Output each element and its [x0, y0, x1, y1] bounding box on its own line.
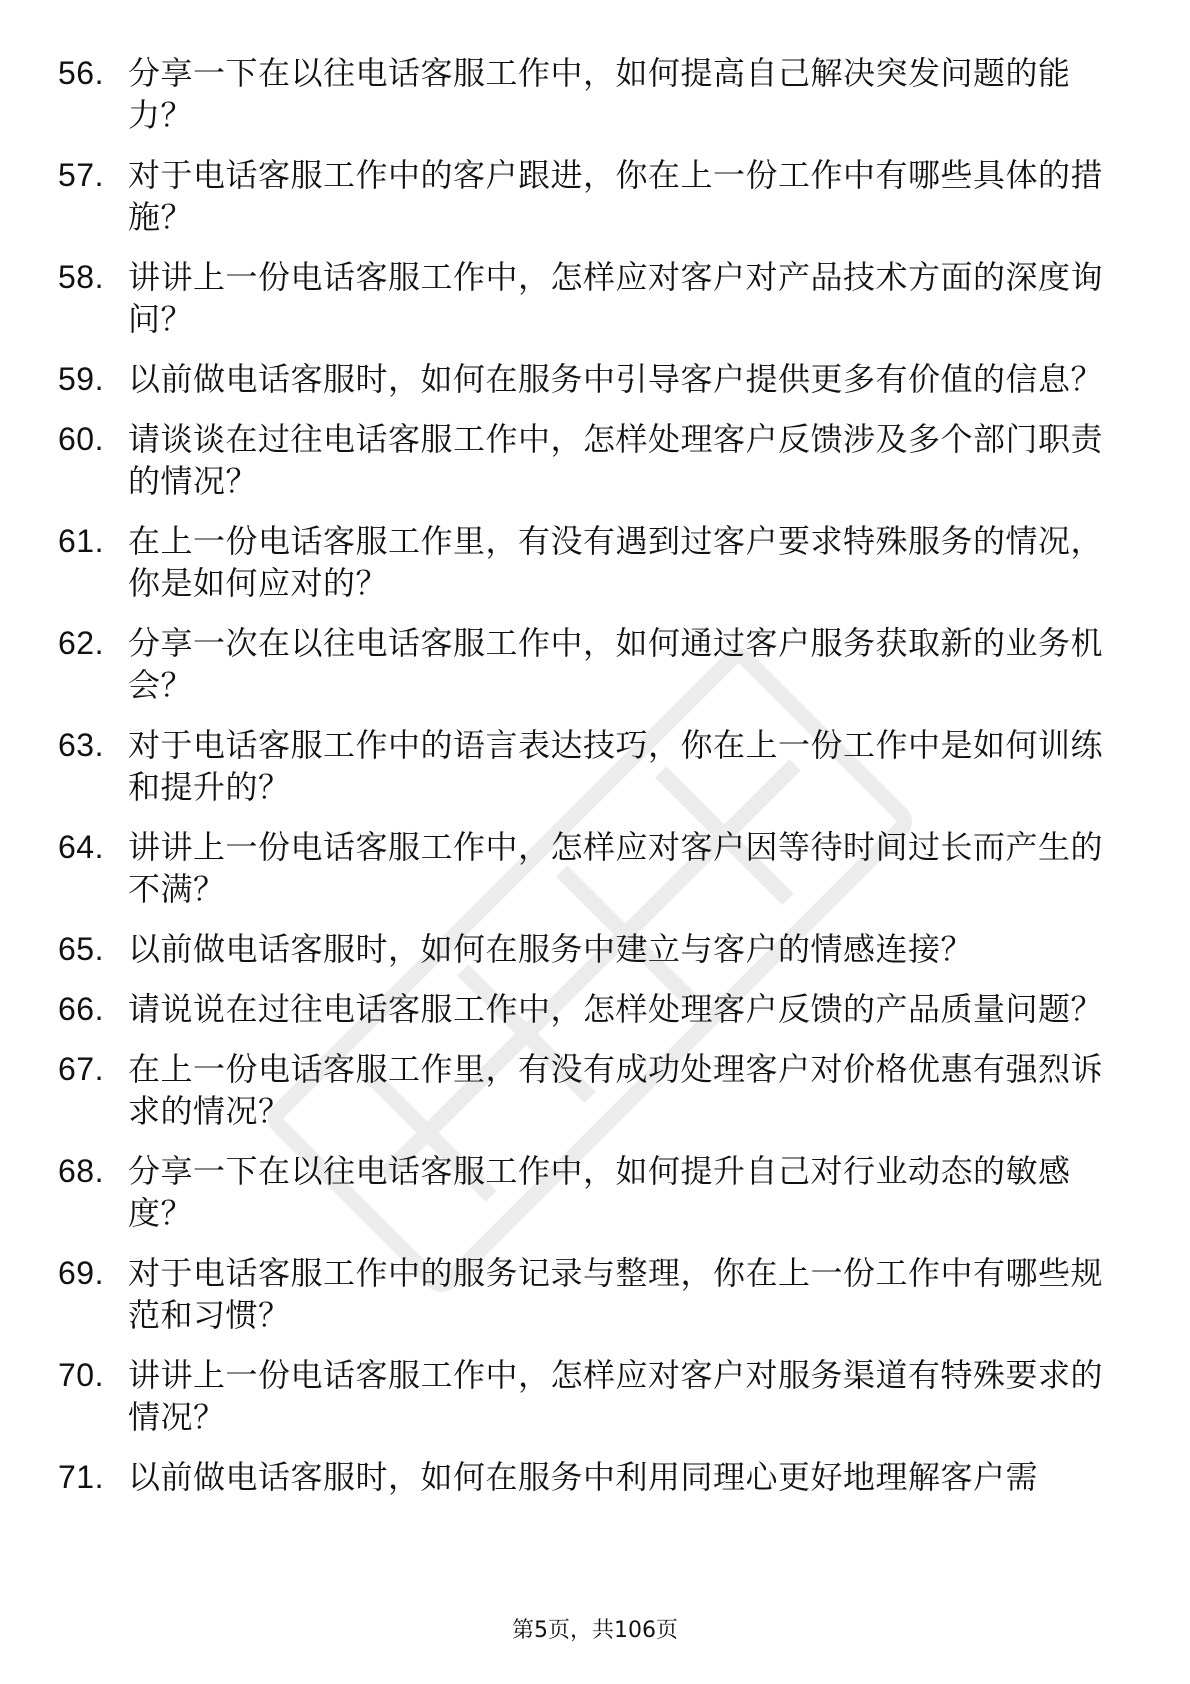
list-item — [58, 52, 1128, 136]
question-number: 65. — [58, 931, 104, 967]
question-text: 分享一下在以往电话客服工作中，如何提升自己对行业动态的敏感度？ — [128, 1152, 1071, 1232]
question-text: 讲讲上一份电话客服工作中，怎样应对客户因等待时间过长而产生的不满？ — [128, 828, 1104, 908]
question-text: 在上一份电话客服工作里，有没有成功处理客户对价格优惠有强烈诉求的情况？ — [128, 1050, 1104, 1130]
question-number: 56. — [58, 55, 104, 91]
list-item — [58, 520, 1128, 604]
question-text: 分享一次在以往电话客服工作中，如何通过客户服务获取新的业务机会？ — [128, 624, 1104, 704]
list-item — [58, 1456, 1128, 1498]
list-item — [58, 418, 1128, 502]
question-text: 讲讲上一份电话客服工作中，怎样应对客户对产品技术方面的深度询问？ — [128, 258, 1104, 338]
question-text: 请说说在过往电话客服工作中，怎样处理客户反馈的产品质量问题？ — [128, 990, 1104, 1028]
list-item — [58, 1150, 1128, 1234]
list-item — [58, 988, 1128, 1030]
question-text: 分享一下在以往电话客服工作中，如何提高自己解决突发问题的能力？ — [128, 54, 1071, 134]
question-text: 请谈谈在过往电话客服工作中，怎样处理客户反馈涉及多个部门职责的情况？ — [128, 420, 1104, 500]
list-item — [58, 1252, 1128, 1336]
question-number: 64. — [58, 829, 104, 865]
question-number: 59. — [58, 361, 104, 397]
question-number: 68. — [58, 1153, 104, 1189]
question-number: 62. — [58, 625, 104, 661]
list-item — [58, 154, 1128, 238]
question-number: 70. — [58, 1357, 104, 1393]
question-text: 以前做电话客服时，如何在服务中利用同理心更好地理解客户需 — [128, 1458, 1039, 1496]
question-number: 61. — [58, 523, 104, 559]
question-text: 对于电话客服工作中的客户跟进，你在上一份工作中有哪些具体的措施？ — [128, 156, 1104, 236]
question-number: 57. — [58, 157, 104, 193]
list-item — [58, 826, 1128, 910]
question-text: 对于电话客服工作中的语言表达技巧，你在上一份工作中是如何训练和提升的？ — [128, 726, 1104, 806]
question-text: 以前做电话客服时，如何在服务中建立与客户的情感连接？ — [128, 930, 974, 968]
list-item — [58, 256, 1128, 340]
question-number: 58. — [58, 259, 104, 295]
page-number-label: 第5页，共106页 — [512, 1618, 678, 1643]
question-number: 66. — [58, 991, 104, 1027]
question-text: 以前做电话客服时，如何在服务中引导客户提供更多有价值的信息？ — [128, 360, 1104, 398]
question-number: 60. — [58, 421, 104, 457]
question-list — [58, 52, 1128, 1516]
page-footer — [0, 1616, 1190, 1646]
question-number: 63. — [58, 727, 104, 763]
list-item — [58, 928, 1128, 970]
list-item — [58, 1048, 1128, 1132]
question-text: 讲讲上一份电话客服工作中，怎样应对客户对服务渠道有特殊要求的情况？ — [128, 1356, 1104, 1436]
question-number: 69. — [58, 1255, 104, 1291]
list-item — [58, 724, 1128, 808]
question-number: 67. — [58, 1051, 104, 1087]
question-number: 71. — [58, 1459, 104, 1495]
list-item — [58, 622, 1128, 706]
question-text: 在上一份电话客服工作里，有没有遇到过客户要求特殊服务的情况，你是如何应对的？ — [128, 522, 1104, 602]
list-item — [58, 358, 1128, 400]
list-item — [58, 1354, 1128, 1438]
question-text: 对于电话客服工作中的服务记录与整理，你在上一份工作中有哪些规范和习惯？ — [128, 1254, 1104, 1334]
